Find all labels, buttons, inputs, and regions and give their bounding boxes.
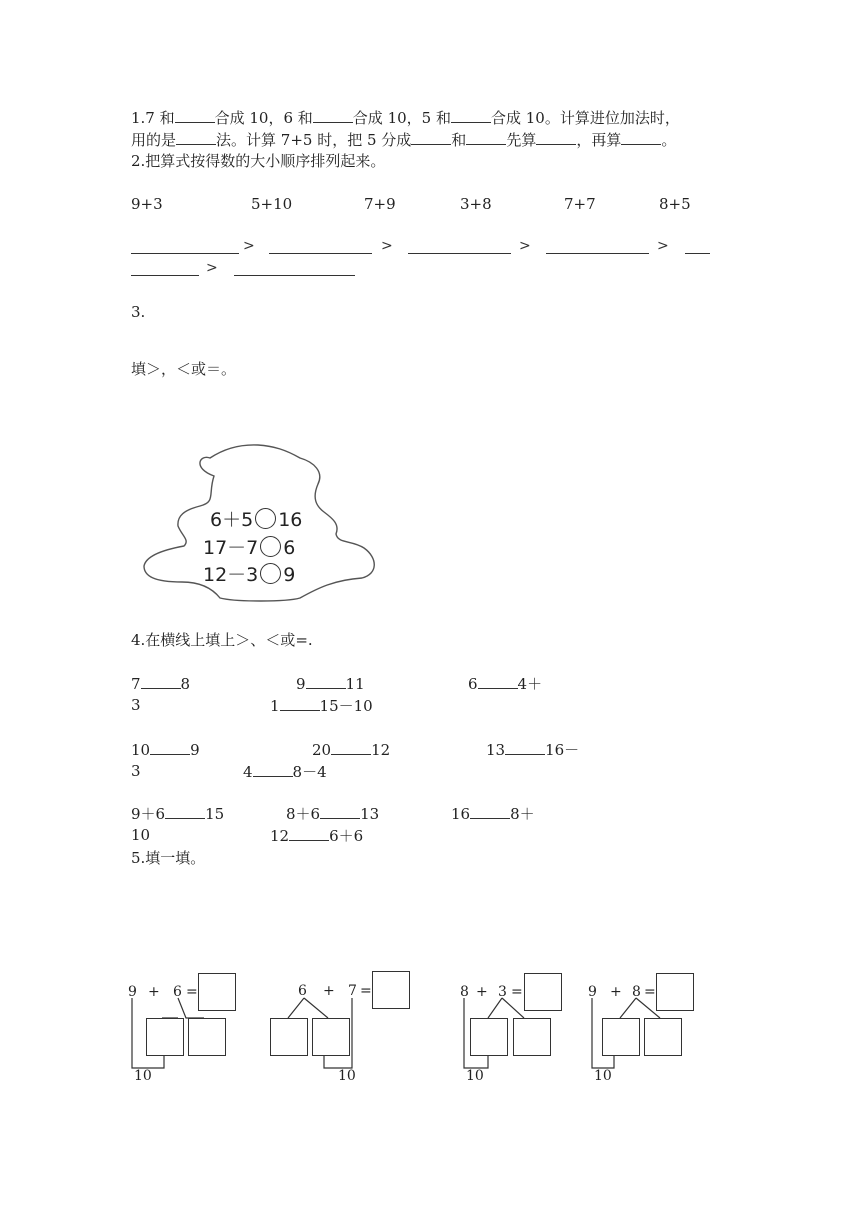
q1-text: 和: [451, 131, 467, 149]
order-blank-3[interactable]: [408, 253, 511, 254]
order-blank-4[interactable]: [546, 253, 649, 254]
q1-text: ，再算: [576, 131, 622, 149]
q5-title: 5.填一填。: [131, 849, 206, 867]
q2-expr: 5+10: [251, 195, 293, 213]
answer-blank[interactable]: [536, 129, 576, 145]
compare-circle[interactable]: [260, 563, 281, 584]
q1-text: 法。计算 7+5 时，把 5 分成: [216, 131, 412, 149]
value: 16: [278, 509, 303, 531]
order-blank-5b[interactable]: [131, 275, 199, 276]
operand: 6＋6: [329, 827, 364, 845]
operand: 10: [131, 741, 151, 759]
q1-text: 合成 10。计算进位加法时，: [490, 109, 680, 127]
compare-item: [286, 803, 379, 824]
addend-a: 8: [460, 984, 469, 1000]
compare-row: [203, 563, 295, 586]
make-ten-diagram: [586, 970, 706, 1085]
split-box-right[interactable]: [188, 1018, 226, 1056]
greater-than-sign: >: [657, 238, 669, 254]
ten-label: 10: [594, 1068, 612, 1084]
q1-text: 用的是: [131, 131, 177, 149]
q1-text: 先算: [506, 131, 537, 149]
q1-text: 合成 10，5 和: [352, 109, 451, 127]
answer-blank[interactable]: [289, 825, 329, 841]
compare-circle[interactable]: [255, 508, 276, 529]
split-box-left[interactable]: [470, 1018, 508, 1056]
expression: 12－3: [203, 564, 259, 586]
ten-label: 10: [466, 1068, 484, 1084]
make-ten-diagram: [458, 970, 578, 1085]
answer-blank[interactable]: [176, 129, 216, 145]
split-box-right[interactable]: [644, 1018, 682, 1056]
split-box-left[interactable]: [146, 1018, 184, 1056]
compare-row: [210, 508, 302, 531]
compare-item: [270, 825, 363, 846]
make-ten-diagram: [268, 968, 418, 1085]
q1-line2: [131, 129, 676, 150]
answer-blank[interactable]: [313, 107, 353, 123]
answer-blank[interactable]: [331, 739, 371, 755]
compare-item: 10: [131, 826, 151, 844]
operand: 4: [243, 763, 253, 781]
split-box-right[interactable]: [513, 1018, 551, 1056]
expression: 17－7: [203, 537, 259, 559]
operand: 13: [360, 805, 380, 823]
q1-text: 合成 10，6 和: [214, 109, 313, 127]
compare-item: [296, 673, 365, 694]
compare-item: [486, 739, 579, 760]
operand: 8－4: [292, 763, 327, 781]
answer-blank[interactable]: [621, 129, 661, 145]
q2-expr: 8+5: [659, 195, 691, 213]
operand: 6: [468, 675, 478, 693]
value: 9: [283, 564, 296, 586]
sum-box[interactable]: [372, 971, 410, 1009]
addend-a: 9: [128, 984, 137, 1000]
compare-item: [270, 695, 373, 716]
make-ten-diagram: [128, 970, 248, 1085]
q2-title: 2.把算式按得数的大小顺序排列起来。: [131, 152, 386, 170]
greater-than-sign: >: [243, 238, 255, 254]
q1-text: 1.7 和: [131, 109, 175, 127]
operand: 8: [180, 675, 191, 693]
q2-expr: 7+9: [364, 195, 396, 213]
plus-sign: +: [476, 984, 488, 1000]
compare-item: [243, 761, 327, 782]
answer-blank[interactable]: [320, 803, 360, 819]
answer-blank[interactable]: [478, 673, 518, 689]
q2-expr: 7+7: [564, 195, 596, 213]
operand: 13: [486, 741, 506, 759]
q1-line1: [131, 107, 680, 128]
addend-b: 7: [348, 983, 357, 999]
answer-blank[interactable]: [150, 739, 190, 755]
operand: 11: [345, 675, 365, 693]
order-blank-5a[interactable]: [685, 253, 710, 254]
plus-sign: +: [148, 984, 160, 1000]
equals-sign: =: [186, 984, 198, 1000]
operand: 9: [296, 675, 306, 693]
answer-blank[interactable]: [280, 695, 320, 711]
compare-item: [131, 673, 190, 694]
operand: 12: [270, 827, 290, 845]
plus-sign: +: [323, 983, 335, 999]
addend-b: 3: [498, 984, 507, 1000]
operand: 16－: [545, 741, 580, 759]
greater-than-sign: >: [206, 260, 218, 276]
split-box-left[interactable]: [602, 1018, 640, 1056]
ten-label: 10: [338, 1068, 356, 1084]
sum-box[interactable]: [198, 973, 236, 1011]
value: 6: [283, 537, 296, 559]
answer-blank[interactable]: [451, 107, 491, 123]
addend-a: 6: [298, 983, 307, 999]
expression: 6＋5: [210, 509, 254, 531]
operand: 15－10: [319, 697, 373, 715]
equals-sign: =: [360, 983, 372, 999]
q3-number: 3.: [131, 303, 146, 321]
plus-sign: +: [610, 984, 622, 1000]
answer-blank[interactable]: [505, 739, 545, 755]
compare-item: [131, 803, 224, 824]
operand: 4＋: [517, 675, 543, 693]
operand: 8＋6: [286, 805, 321, 823]
answer-blank[interactable]: [306, 673, 346, 689]
answer-blank[interactable]: [253, 761, 293, 777]
operand: 16: [451, 805, 471, 823]
operand: 20: [312, 741, 332, 759]
q2-expr: 3+8: [460, 195, 492, 213]
answer-blank[interactable]: [141, 673, 181, 689]
operand: 15: [205, 805, 225, 823]
answer-blank[interactable]: [165, 803, 205, 819]
q3-instruction: 填＞，＜或＝。: [131, 360, 237, 378]
answer-blank[interactable]: [470, 803, 510, 819]
compare-row: [203, 536, 295, 559]
equals-sign: =: [511, 984, 523, 1000]
ten-label: 10: [134, 1068, 152, 1084]
sum-box[interactable]: [656, 973, 694, 1011]
answer-blank[interactable]: [466, 129, 506, 145]
compare-item: [312, 739, 390, 760]
operand: 9＋6: [131, 805, 166, 823]
compare-item: 3: [131, 762, 141, 780]
split-box-left[interactable]: [270, 1018, 308, 1056]
compare-circle[interactable]: [260, 536, 281, 557]
compare-item: [468, 673, 542, 694]
q4-title: 4.在横线上填上＞、＜或=.: [131, 631, 313, 649]
q1-text: 。: [661, 131, 677, 149]
compare-item: [131, 739, 200, 760]
sum-box[interactable]: [524, 973, 562, 1011]
addend-b: 8: [632, 984, 641, 1000]
addend-b: 6: [173, 984, 182, 1000]
q2-expr: 9+3: [131, 195, 163, 213]
operand: 7: [131, 675, 141, 693]
addend-a: 9: [588, 984, 597, 1000]
order-blank-1[interactable]: [131, 253, 239, 254]
greater-than-sign: >: [381, 238, 393, 254]
operand: 9: [190, 741, 200, 759]
equals-sign: =: [644, 984, 656, 1000]
operand: 12: [371, 741, 391, 759]
compare-item: 3: [131, 696, 141, 714]
answer-blank[interactable]: [411, 129, 451, 145]
operand: 8＋: [510, 805, 535, 823]
split-box-right[interactable]: [312, 1018, 350, 1056]
order-blank-2[interactable]: [269, 253, 372, 254]
compare-item: [451, 803, 535, 824]
order-blank-6[interactable]: [234, 275, 355, 276]
operand: 1: [270, 697, 280, 715]
answer-blank[interactable]: [175, 107, 215, 123]
greater-than-sign: >: [519, 238, 531, 254]
